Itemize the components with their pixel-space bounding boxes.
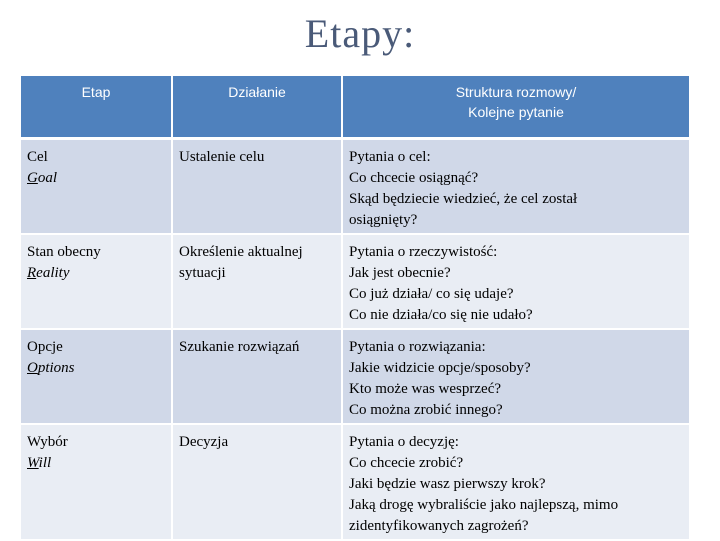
stage-english	[27, 453, 165, 474]
questions-cell	[343, 330, 689, 425]
action-cell	[173, 235, 343, 330]
header-action	[173, 76, 343, 140]
table-row-will	[21, 425, 689, 541]
question-line: zidentyfikowanych zagrożeń?	[349, 518, 529, 534]
question-line: Pytania o rozwiązania:	[349, 339, 486, 355]
question-line: Pytania o rzeczywistość:	[349, 244, 498, 260]
action-line: sytuacji	[179, 265, 226, 281]
action-line: Określenie aktualnej	[179, 244, 303, 260]
stage-cell	[21, 235, 173, 330]
table-row-reality	[21, 235, 689, 330]
question-line: Jakie widzicie opcje/sposoby?	[349, 360, 531, 376]
action-cell	[173, 140, 343, 235]
question-line: Pytania o decyzję:	[349, 434, 459, 450]
stage-english-rest: ptions	[37, 360, 75, 376]
question-line: Co chcecie zrobić?	[349, 455, 464, 471]
question-line: Jaką drogę wybraliście jako najlepszą, mimo	[349, 497, 619, 513]
header-questions-line-2: Kolejne pytanie	[468, 104, 564, 120]
stage-english	[27, 168, 165, 189]
stage-english	[27, 263, 165, 284]
action-cell	[173, 425, 343, 541]
stage-english-initial: O	[27, 360, 38, 376]
question-line: Pytania o cel:	[349, 149, 431, 165]
questions-cell	[343, 425, 689, 541]
header-action-line: Działanie	[228, 84, 286, 100]
stage-cell	[21, 425, 173, 541]
stage-english	[27, 358, 165, 379]
action-line: Szukanie rozwiązań	[179, 339, 300, 355]
stage-english-initial: G	[27, 170, 38, 186]
question-line: Skąd będziecie wiedzieć, że cel został	[349, 191, 578, 207]
action-line: Decyzja	[179, 434, 229, 450]
action-cell	[173, 330, 343, 425]
question-line: Co nie działa/co się nie udało?	[349, 307, 533, 323]
stage-english-rest: oal	[37, 170, 58, 186]
table-row-goal	[21, 140, 689, 235]
questions-cell	[343, 235, 689, 330]
stage-english-initial: W	[27, 455, 39, 471]
stage-cell	[21, 330, 173, 425]
question-line: Co chcecie osiągnąć?	[349, 170, 479, 186]
stage-name: Stan obecny	[27, 244, 101, 260]
stage-english-rest: eality	[36, 265, 70, 281]
questions-cell	[343, 140, 689, 235]
question-line: osiągnięty?	[349, 212, 418, 228]
question-line: Co można zrobić innego?	[349, 402, 503, 418]
question-line: Co już działa/ co się udaje?	[349, 286, 514, 302]
header-stage	[21, 76, 173, 140]
question-line: Jaki będzie wasz pierwszy krok?	[349, 476, 546, 492]
page-title: Etapy:	[304, 11, 416, 56]
header-questions	[343, 76, 689, 140]
table-header-row	[21, 76, 689, 140]
stage-english-rest: ill	[38, 455, 52, 471]
stage-name: Cel	[27, 149, 48, 165]
action-line: Ustalenie celu	[179, 149, 265, 165]
header-questions-line-1: Struktura rozmowy/	[455, 84, 577, 100]
stage-name: Opcje	[27, 339, 63, 355]
grow-stages-table	[21, 76, 689, 541]
stage-cell	[21, 140, 173, 235]
stage-english-initial: R	[27, 265, 37, 281]
question-line: Kto może was wesprzeć?	[349, 381, 502, 397]
question-line: Jak jest obecnie?	[349, 265, 451, 281]
table-row-options	[21, 330, 689, 425]
stage-name: Wybór	[27, 434, 68, 450]
header-stage-line: Etap	[81, 84, 111, 100]
